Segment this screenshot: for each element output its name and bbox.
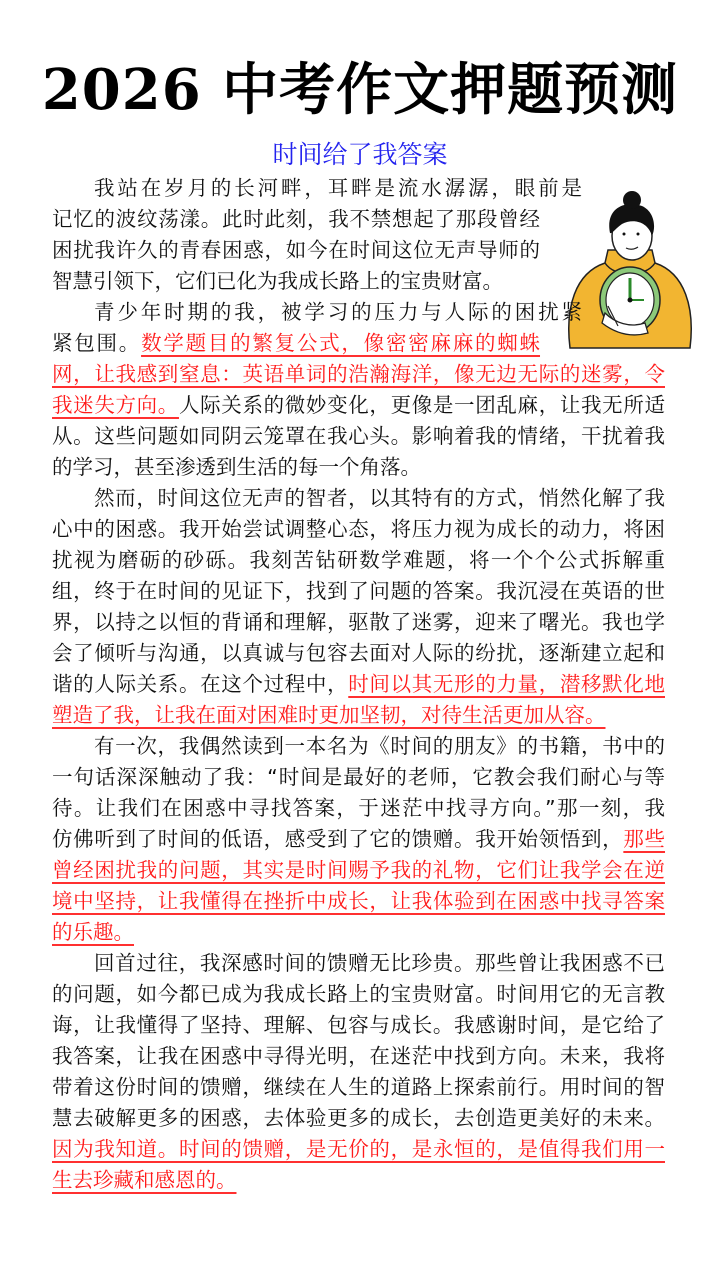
highlighted-text: 网，让我感到窒息：英语单词的浩瀚海洋，像无边无际的迷雾，令 bbox=[52, 362, 665, 386]
body-text: 我答案，让我在困惑中寻得光明，在迷茫中找到方向。未来，我将 bbox=[52, 1044, 665, 1068]
text-line bbox=[52, 638, 665, 669]
text-line bbox=[52, 948, 665, 979]
highlighted-text: 那些 bbox=[623, 827, 666, 851]
text-line bbox=[52, 390, 665, 421]
text-line bbox=[52, 1041, 665, 1072]
paragraph bbox=[52, 948, 665, 1196]
text-line bbox=[52, 204, 540, 235]
highlighted-text: 塑造了我，让我在面对困难时更加坚韧，对待生活更加从容。 bbox=[52, 703, 606, 727]
text-line bbox=[52, 979, 665, 1010]
body-text: 紧包围。 bbox=[52, 331, 142, 355]
text-line bbox=[52, 359, 665, 390]
paragraph bbox=[52, 173, 665, 297]
body-text: 谐的人际关系。在这个过程中， bbox=[52, 672, 349, 696]
body-text: 仿佛听到了时间的低语，感受到了它的馈赠。我开始领悟到， bbox=[52, 827, 624, 851]
text-line bbox=[52, 235, 540, 266]
body-text: 待。让我们在困惑中寻找答案，于迷茫中找寻方向。”那一刻，我 bbox=[52, 796, 665, 820]
body-text: 人际关系的微妙变化，更像是一团乱麻，让我无所适 bbox=[178, 393, 666, 417]
body-text: 记忆的波纹荡漾。此时此刻，我不禁想起了那段曾经 bbox=[52, 207, 540, 231]
text-line bbox=[52, 700, 665, 731]
text-line bbox=[52, 886, 665, 917]
text-line bbox=[52, 1072, 665, 1103]
text-line bbox=[52, 917, 665, 948]
body-text: 慧去破解更多的困惑，去体验更多的成长，去创造更美好的未来。 bbox=[52, 1106, 665, 1130]
text-line bbox=[52, 1134, 665, 1165]
text-line bbox=[52, 731, 665, 762]
text-line bbox=[52, 483, 665, 514]
paragraph bbox=[52, 297, 665, 483]
text-line bbox=[52, 762, 665, 793]
body-text: 心中的困惑。我开始尝试调整心态，将压力视为成长的动力，将困 bbox=[52, 517, 665, 541]
text-line bbox=[52, 173, 582, 204]
body-text: 然而，时间这位无声的智者，以其特有的方式，悄然化解了我 bbox=[94, 486, 665, 510]
body-text: 界，以持之以恒的背诵和理解，驱散了迷雾，迎来了曙光。我也学 bbox=[52, 610, 665, 634]
highlighted-text: 数学题目的繁复公式，像密密麻麻的蜘蛛 bbox=[141, 331, 541, 355]
text-line bbox=[52, 576, 665, 607]
highlighted-text: 的乐趣。 bbox=[52, 920, 134, 944]
essay-title: 时间给了我答案 bbox=[272, 140, 448, 169]
text-line bbox=[52, 669, 665, 700]
body-text: 一句话深深触动了我：“时间是最好的老师，它教会我们耐心与等 bbox=[52, 765, 665, 789]
text-line bbox=[52, 1165, 665, 1196]
text-line bbox=[52, 824, 665, 855]
text-line bbox=[52, 1103, 665, 1134]
paragraph bbox=[52, 483, 665, 731]
text-line bbox=[52, 514, 665, 545]
body-text: 组，终于在时间的见证下，找到了问题的答案。我沉浸在英语的世 bbox=[52, 579, 665, 603]
body-text: 困扰我许久的青春困惑，如今在时间这位无声导师的 bbox=[52, 238, 540, 262]
text-line bbox=[52, 266, 540, 297]
text-line bbox=[52, 545, 665, 576]
text-line bbox=[52, 607, 665, 638]
text-line bbox=[52, 452, 665, 483]
highlighted-text: 因为我知道。时间的馈赠，是无价的，是永恒的，是值得我们用一 bbox=[52, 1137, 665, 1161]
page-title: 2026 中考作文押题预测 bbox=[41, 57, 679, 123]
body-text: 有一次，我偶然读到一本名为《时间的朋友》的书籍，书中的 bbox=[94, 734, 665, 758]
body-text: 回首过往，我深感时间的馈赠无比珍贵。那些曾让我困惑不已 bbox=[94, 951, 665, 975]
paragraph bbox=[52, 731, 665, 948]
text-line bbox=[52, 855, 665, 886]
body-text: 从。这些问题如同阴云笼罩在我心头。影响着我的情绪，干扰着我 bbox=[52, 424, 665, 448]
highlighted-text: 境中坚持，让我懂得在挫折中成长，让我体验到在困惑中找寻答案 bbox=[52, 889, 665, 913]
body-text: 的学习，甚至渗透到生活的每一个角落。 bbox=[52, 455, 421, 479]
body-text: 我站在岁月的长河畔，耳畔是流水潺潺，眼前是 bbox=[94, 176, 582, 200]
text-line bbox=[52, 328, 540, 359]
body-text: 智慧引领下，它们已化为我成长路上的宝贵财富。 bbox=[52, 269, 503, 293]
text-line bbox=[52, 297, 582, 328]
text-line bbox=[52, 793, 665, 824]
highlighted-text: 我迷失方向。 bbox=[52, 393, 179, 417]
body-text: 带着这份时间的馈赠，继续在人生的道路上探索前行。用时间的智 bbox=[52, 1075, 665, 1099]
text-line bbox=[52, 1010, 665, 1041]
body-text: 诲，让我懂得了坚持、理解、包容与成长。我感谢时间，是它给了 bbox=[52, 1013, 665, 1037]
essay-body bbox=[52, 173, 665, 1196]
body-text: 的问题，如今都已成为我成长路上的宝贵财富。时间用它的无言教 bbox=[52, 982, 665, 1006]
body-text: 青少年时期的我，被学习的压力与人际的困扰紧 bbox=[94, 300, 582, 324]
highlighted-text: 生去珍藏和感恩的。 bbox=[52, 1168, 237, 1192]
text-line bbox=[52, 421, 665, 452]
highlighted-text: 曾经困扰我的问题，其实是时间赐予我的礼物，它们让我学会在逆 bbox=[52, 858, 665, 882]
body-text: 会了倾听与沟通，以真诚与包容去面对人际的纷扰，逐渐建立起和 bbox=[52, 641, 665, 665]
highlighted-text: 时间以其无形的力量，潜移默化地 bbox=[348, 672, 665, 696]
body-text: 扰视为磨砺的砂砾。我刻苦钻研数学难题，将一个个公式拆解重 bbox=[52, 548, 665, 572]
